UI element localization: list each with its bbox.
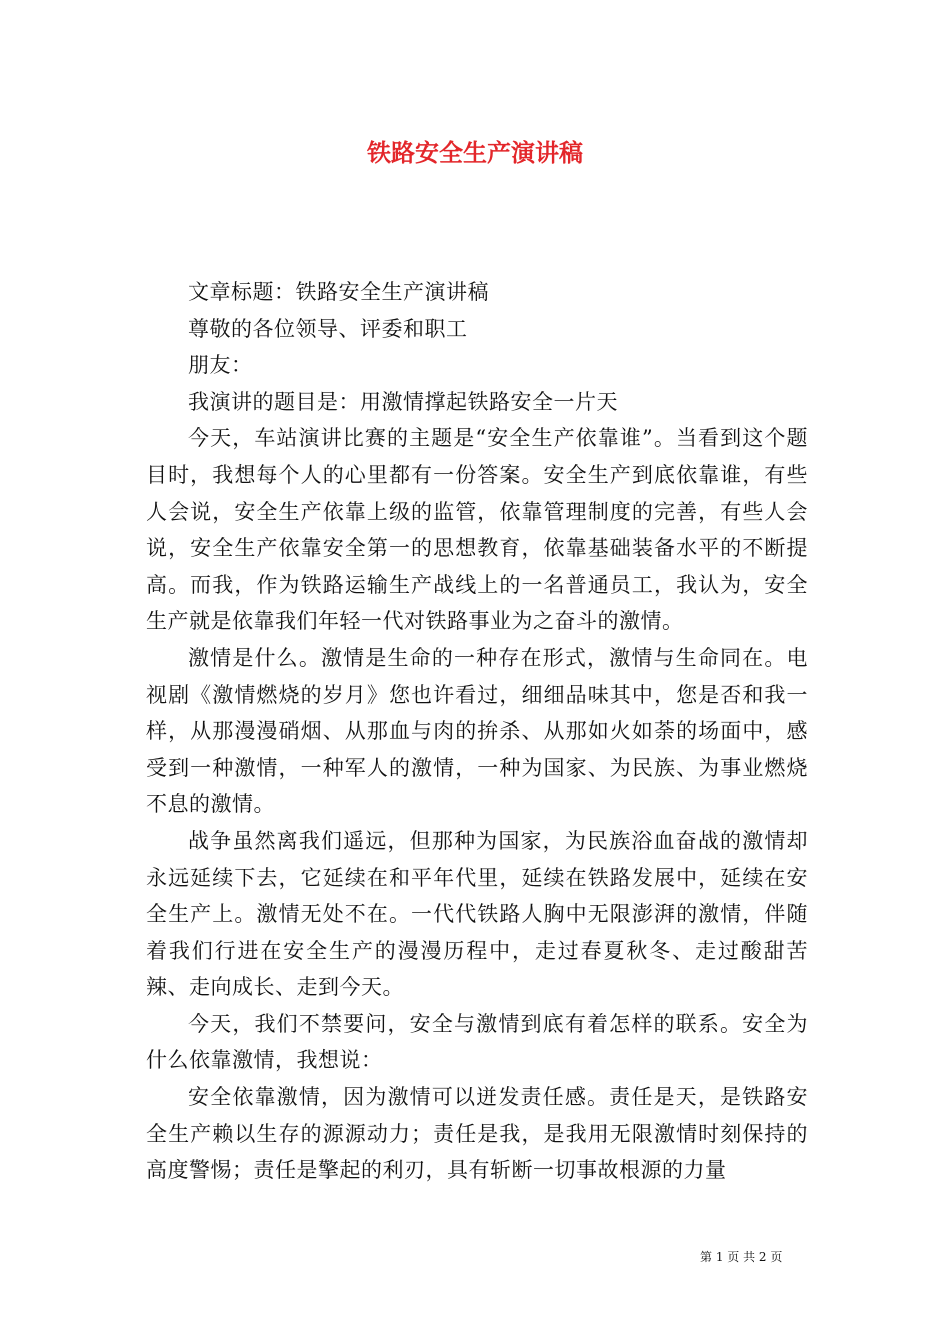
paragraph: 战争虽然离我们遥远，但那种为国家，为民族浴血奋战的激情却永远延续下去，它延续在和平年代里，延续在铁路发展中，延续在安全生产上。激情无处不在。一代代铁路人胸中无限澎湃的激情，伴随着我们行进在安全生产的漫漫历程中，走过春夏秋冬、走过酸甜苦辣、走向成长、走到今天。 (146, 828, 808, 1000)
paragraph: 今天，我们不禁要问，安全与激情到底有着怎样的联系。安全为什么依靠激情，我想说： (146, 1011, 808, 1073)
page-number-footer: 第 1 页 共 2 页 (700, 1250, 783, 1264)
paragraph-salutation-cont: 朋友： (188, 353, 253, 378)
paragraph-salutation: 尊敬的各位领导、评委和职工 (188, 316, 468, 341)
paragraph: 安全依靠激情，因为激情可以迸发责任感。责任是天，是铁路安全生产赖以生存的源源动力；责任是我，是我用无限激情时刻保持的高度警惕；责任是擎起的利刃，具有斩断一切事故根源的力量 (146, 1085, 808, 1183)
document-body (146, 274, 808, 1189)
page-title: 铁路安全生产演讲稿 (367, 138, 583, 167)
paragraph-article-title: 文章标题：铁路安全生产演讲稿 (188, 280, 489, 304)
paragraph: 今天，车站演讲比赛的主题是“安全生产依靠谁”。当看到这个题目时，我想每个人的心里都有一份答案。安全生产到底依靠谁，有些人会说，安全生产依靠上级的监管，依靠管理制度的完善，有些人会说，安全生产依靠安全第一的思想教育，依靠基础装备水平的不断提高。而我，作为铁路运输生产战线上的一名普通员工，我认为，安全生产就是依靠我们年轻一代对铁路事业为之奋斗的激情。 (146, 426, 808, 634)
paragraph: 激情是什么。激情是生命的一种存在形式，激情与生命同在。电视剧《激情燃烧的岁月》您也许看过，细细品味其中，您是否和我一样，从那漫漫硝烟、从那血与肉的拚杀、从那如火如荼的场面中，感受到一种激情，一种军人的激情，一种为国家、为民族、为事业燃烧不息的激情。 (146, 645, 808, 817)
paragraph-speech-topic: 我演讲的题目是：用激情撑起铁路安全一片天 (188, 389, 618, 414)
